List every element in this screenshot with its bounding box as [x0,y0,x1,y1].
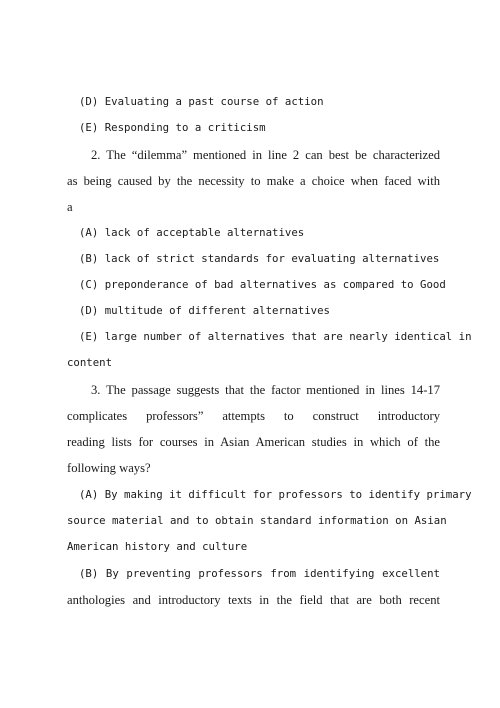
q3-option-b-line-2: anthologies and introductory texts in the field that are both recent [67,593,440,607]
q2-stem-line-1: 2. The “dilemma” mentioned in line 2 can best be characterized [91,148,440,162]
q3-stem-line-4: following ways? [67,461,151,475]
q2-option-c: (C) preponderance of bad alternatives as compared to Good [79,278,446,291]
q3-stem-line-2: complicates professors” attempts to construct introductory [67,409,440,423]
q3-option-a-line-1: (A) By making it difficult for professors to identify primary [79,488,472,501]
q3-option-b-line-1: (B) By preventing professors from identifying excellent [79,567,440,580]
q2-option-b: (B) lack of strict standards for evaluating alternatives [79,252,440,265]
q2-stem-line-3: a [67,200,73,214]
q1-option-d: (D) Evaluating a past course of action [79,95,324,108]
q2-option-e-line-1: (E) large number of alternatives that are nearly identical in [79,330,472,343]
q2-stem-line-2: as being caused by the necessity to make a choice when faced with [67,174,440,188]
q1-option-e: (E) Responding to a criticism [79,121,266,134]
q2-option-e-line-2: content [67,356,113,369]
q2-option-a: (A) lack of acceptable alternatives [79,226,305,239]
q2-option-d: (D) multitude of different alternatives [79,304,330,317]
q3-stem-line-1: 3. The passage suggests that the factor mentioned in lines 14-17 [91,383,440,397]
q3-option-a-line-2: source material and to obtain standard information on Asian [67,514,447,527]
q3-stem-line-3: reading lists for courses in Asian American studies in which of the [67,435,440,449]
q3-option-a-line-3: American history and culture [67,540,248,553]
